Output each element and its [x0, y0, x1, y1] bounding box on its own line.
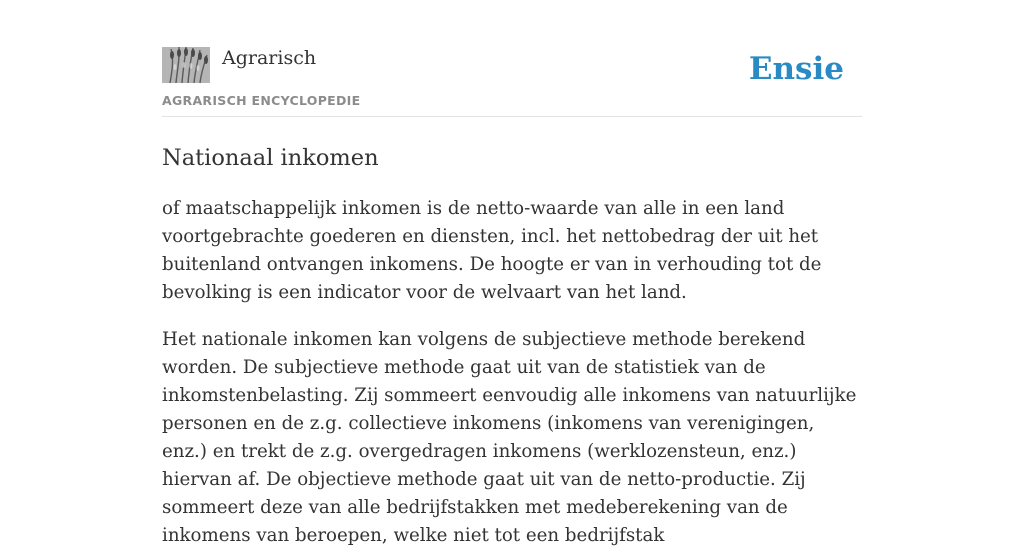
ensie-logo-link[interactable]: Ensie	[748, 51, 844, 87]
article-paragraph: of maatschappelijk inkomen is de netto-waarde van alle in een land voortgebrachte goederen en diensten, incl. het nettobedrag der uit het buitenland ontvangen inkomens. De hoogte er van in verhouding tot de bevolking is een indicator voor de welvaart van het land.	[162, 198, 822, 303]
article-paragraph: Het nationale inkomen kan volgens de subjectieve methode berekend worden. De subjectieve methode gaat uit van de statistiek van de inkomstenbelasting. Zij sommeert eenvoudig alle inkomens van natuurlijke personen en de z.g. collectieve inkomens (inkomens van verenigingen, enz.) en trekt de z.g. overgedragen inkomens (werklozensteun, enz.) hiervan af. De objectieve methode gaat uit van de netto-productie. Zij sommeert deze van alle bedrijfstakken met medeberekening van de inkomens van beroepen, welke niet tot een bedrijfstak	[162, 329, 857, 546]
encyclopedia-subtitle[interactable]: AGRARISCH ENCYCLOPEDIE	[162, 93, 361, 108]
encyclopedia-name[interactable]: Agrarisch	[222, 47, 317, 69]
wheat-icon[interactable]	[162, 47, 210, 83]
article-title: Nationaal inkomen	[162, 145, 379, 171]
page	[162, 0, 862, 550]
header	[162, 0, 862, 117]
article-body	[162, 195, 862, 550]
